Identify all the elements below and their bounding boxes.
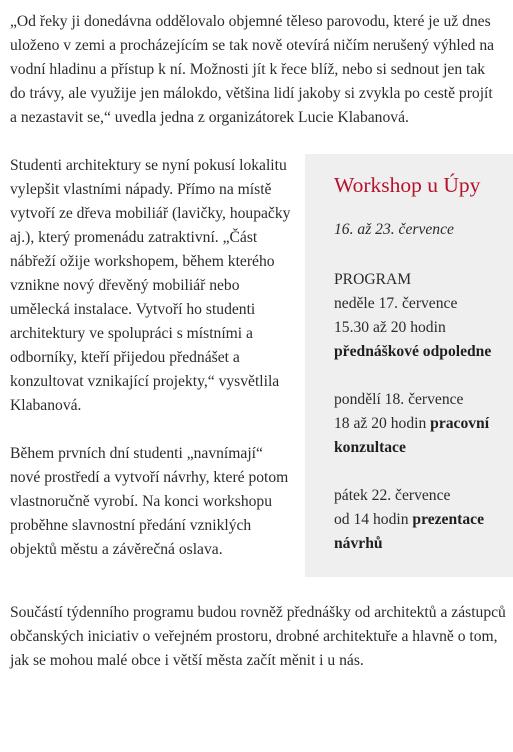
- workshop-sidebar-box: [305, 154, 513, 577]
- event-label: přednáškové odpoledne: [334, 343, 492, 360]
- event-time: 15.30 až 20 hodin: [334, 319, 446, 336]
- sidebar-title: Workshop u Úpy: [334, 173, 481, 197]
- sidebar-dates: 16. až 23. července: [334, 221, 454, 238]
- program-event: [334, 268, 513, 364]
- event-label: pracovní konzultace: [334, 415, 490, 456]
- program-heading: PROGRAM: [334, 271, 412, 288]
- paragraph-spacer: [10, 130, 510, 154]
- paragraph-spacer: [10, 577, 510, 601]
- event-label: prezentace návrhů: [334, 511, 484, 552]
- article-paragraph: Během prvních dní studenti „navnímají“ nové prostředí a vytvoří návrhy, které potom vlastnoručně vyrobí. Na konci workshopu proběhne slavnostní předání vzniklých objektů městu a závěrečná oslava.: [10, 445, 289, 558]
- event-time: 18 až 20 hodin: [334, 415, 431, 432]
- article-paragraph: Studenti architektury se nyní pokusí lokalitu vylepšit vlastními nápady. Přímo na místě vytvoří ze dřeva mobiliář (lavičky, houpačky aj.), který promenádu zatraktivní. „Část nábřeží ožije workshopem, během kterého vznikne nový dřevěný mobiliář nebo umělecká instalace. Vytvoří ho studenti architektury ve spolupráci s místními a odborníky, kteří přijedou přednášet a konzultovat vznikající projekty,“ vysvětlila Klabanová.: [10, 157, 291, 414]
- article-paragraph: „Od řeky ji donedávna oddělovalo objemné těleso parovodu, které je už dnes uloženo v zemi a procházejícím se tak nově otevírá ničím nerušený výhled na vodní hladinu a přístup k ní. Možnosti jít k řece blíž, nebo si sednout jen tak do trávy, ale využije jen málokdo, většina lidí jakoby si zvykla po cestě projít a nezastavit se,“ uvedla jedna z organizátorek Lucie Klabanová.: [10, 13, 495, 126]
- program-event: [334, 388, 513, 460]
- event-day: pátek 22. července: [334, 487, 451, 504]
- event-day: neděle 17. července: [334, 295, 458, 312]
- program-event: [334, 484, 513, 556]
- article-paragraph: Součástí týdenního programu budou rovněž přednášky od architektů a zástupců občanských iniciativ o veřejném prostoru, drobné architektuře a hlavně o tom, jak se mohou malé obce i větší města začít měnit i u nás.: [10, 604, 506, 669]
- article-body: [10, 10, 510, 673]
- event-time: od 14 hodin: [334, 511, 413, 528]
- event-day: pondělí 18. července: [334, 391, 464, 408]
